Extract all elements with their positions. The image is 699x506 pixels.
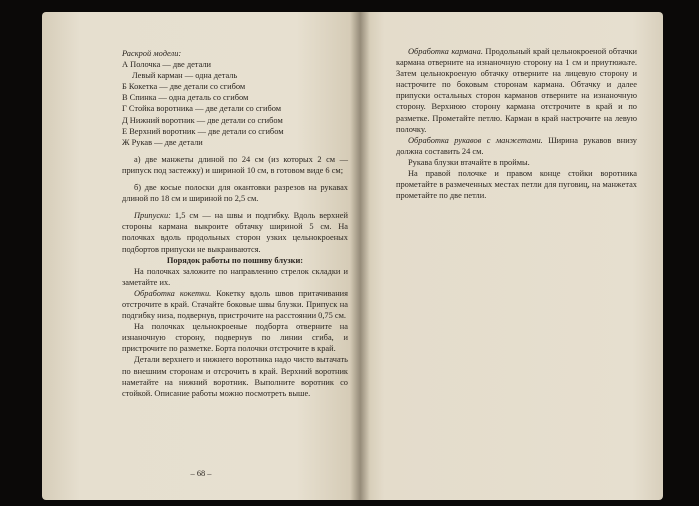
- rukav-label: Обработка рукавов с манжетами.: [408, 135, 543, 145]
- pripuski-text: 1,5 см — на швы и подгибку. Вдоль верхней стороны кармана выкроите обтачку шириной 5 см. На полочках вдоль продольных сторон узких цельнокроеных подбортов припуски не выкраиваются.: [122, 211, 348, 254]
- paragraph: На полочках цельнокроеные подборта отверните на изнаночную сторону, подвернув по линии сгиба, и пристрочите по разметке. Борта полочки отстрочите в край.: [122, 322, 348, 354]
- section-heading: Порядок работы по пошиву блузки:: [166, 255, 304, 265]
- paragraph: На полочках заложите по направлению стрелок складки и заметайте их.: [122, 266, 348, 287]
- rukav-text: Ширина рукавов внизу должна составить 24 см.: [396, 135, 637, 156]
- pripuski-label: Припуски:: [134, 211, 171, 221]
- paragraph: Детали верхнего и нижнего воротника надо чисто вытачать по внешним сторонам и отсрочить в край. Верхний воротник наметайте на нижний воротник. Выполните воротник со стойкой. Описание работы можно посмотреть выше.: [122, 355, 348, 398]
- raskroy-title: Раскрой модели:: [122, 49, 182, 58]
- kokette-text: Кокетку вдоль швов притачивания отстрочите в край. Стачайте боковые швы блузки. Припуск на подгибку низа, подвернув, пристрочите на расстоянии 0,75 см.: [122, 288, 349, 321]
- right-page: [360, 12, 663, 500]
- paragraph: На правой полочке и правом конце стойки воротника прометайте в размеченных местах петли для пуговиц, на манжетах прометайте по две петли.: [396, 169, 637, 201]
- page-number: – 68 –: [190, 469, 212, 478]
- part-item: Ж Рукав — две детали: [122, 137, 203, 147]
- part-item: А Полочка — две детали: [122, 60, 212, 70]
- karman-text: Продольный край цельнокроеной обтачки кармана отверните на изнаночную сторону на 1 см и приутюжьте. Затем цельнокроеную обтачку отверните на лицевую сторону и настрочите по боковым сторонам кармана. Обтачку и далее припуски остальных сторон карманов отверните на изнаночную сторону. Верхнюю сторону кармана отстрочите в край и по разметке. Прометайте петлю. Карман в край настрочите на левую полочку.: [396, 47, 637, 134]
- part-item: В Спинка — одна деталь со сгибом: [122, 93, 249, 103]
- karman-paragraph: [396, 46, 637, 135]
- part-item: Б Кокетка — две детали со сгибом: [122, 82, 246, 92]
- pripuski-paragraph: [122, 210, 348, 254]
- kokette-label: Обработка кокетки.: [134, 288, 212, 298]
- karman-label: Обработка кармана.: [408, 47, 483, 56]
- item-a: а) две манжеты длиной по 24 см (из которых 2 см — припуск под застежку) и шириной 10 см, в готовом виде 6 см;: [122, 154, 348, 175]
- part-item: Левый карман — одна деталь: [132, 71, 238, 81]
- rukav-paragraph: [396, 135, 637, 157]
- left-page: [42, 12, 360, 500]
- book-gutter: [350, 12, 370, 500]
- paragraph: Рукава блузки втачайте в проймы.: [408, 157, 530, 167]
- part-item: Д Нижний воротник — две детали со сгибом: [122, 115, 283, 125]
- item-b: б) две косые полоски для окантовки разрезов на рукавах длиной по 18 см и шириной по 2,5 см.: [122, 183, 348, 204]
- part-item: Г Стойка воротника — две детали со сгибом: [122, 104, 282, 114]
- part-item: Е Верхний воротник — две детали со сгибом: [122, 126, 284, 136]
- parts-list: [122, 59, 348, 148]
- kokette-paragraph: [122, 288, 348, 321]
